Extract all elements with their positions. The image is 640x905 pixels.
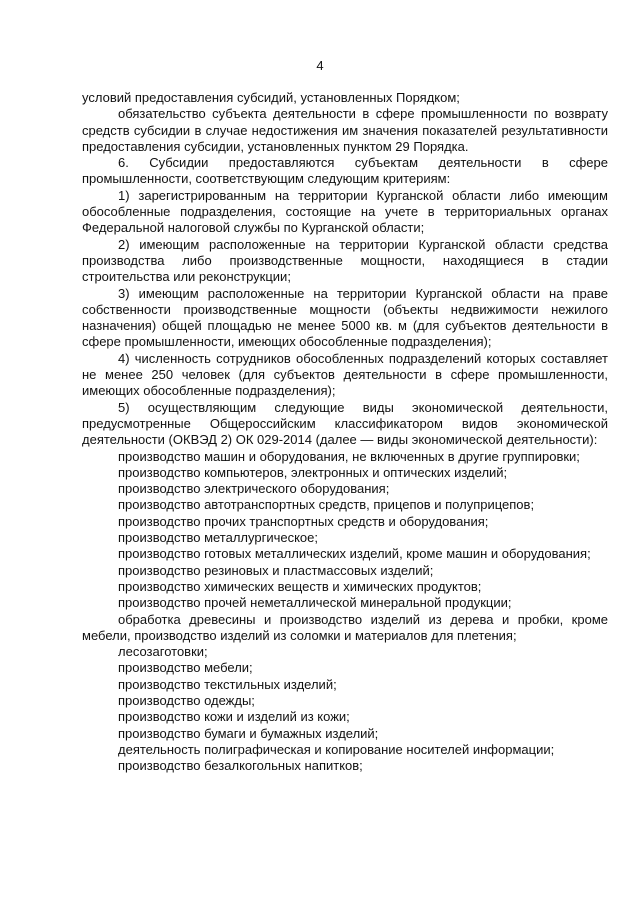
criterion-item: 4) численность сотрудников обособленных подразделений которых составляет не менее 250 человек (для субъектов деятельности в сфере промышленности, имеющих обособленные подразделения);: [82, 350, 608, 399]
activity-item: производство безалкогольных напитков;: [118, 758, 363, 774]
activity-item: производство готовых металлических изделий, кроме машин и оборудования;: [118, 546, 591, 562]
criterion-item: 1) зарегистрированным на территории Курганской области либо имеющим обособленные подразделения, состоящие на учете в территориальных органах Федеральной налоговой службы по Курганской области;: [82, 187, 608, 236]
activity-item: производство электрического оборудования;: [118, 481, 390, 497]
activity-item: производство прочей неметаллической минеральной продукции;: [118, 595, 512, 611]
activity-item: деятельность полиграфическая и копирование носителей информации;: [118, 741, 555, 757]
activity-item: производство автотранспортных средств, прицепов и полуприцепов;: [118, 497, 535, 513]
criterion-item: 2) имеющим расположенные на территории Курганской области средства производства либо производственные мощности, находящиеся в стадии строительства или реконструкции;: [82, 236, 608, 285]
activity-item: производство кожи и изделий из кожи;: [118, 709, 350, 725]
criterion-item: 5) осуществляющим следующие виды экономической деятельности, предусмотренные Общероссийским классификатором видов экономической деятельности (ОКВЭД 2) ОК 029-2014 (далее — виды экономической деятельности):: [82, 399, 608, 448]
activity-item: производство бумаги и бумажных изделий;: [118, 725, 379, 741]
page-number: 4: [316, 58, 324, 73]
paragraph: обязательство субъекта деятельности в сфере промышленности по возврату средств субсидии в случае недостижения им значения показателей результативности предоставления субсидии, установленных пунктом 29 Порядка.: [82, 106, 608, 154]
document-body: [82, 90, 608, 774]
activity-item: производство текстильных изделий;: [118, 676, 337, 692]
activity-item: производство резиновых и пластмассовых изделий;: [118, 562, 434, 578]
criterion-item: 3) имеющим расположенные на территории Курганской области на праве собственности производственные мощности (объекты недвижимости нежилого назначения) общей площадью не менее 5000 кв. м (для субъектов деятельности в сфере промышленности, имеющих обособленные подразделения);: [82, 285, 608, 350]
activity-item: лесозаготовки;: [118, 644, 208, 660]
activity-item: производство прочих транспортных средств и оборудования;: [118, 513, 489, 529]
paragraph: 6. Субсидии предоставляются субъектам деятельности в сфере промышленности, соответствующим следующим критериям:: [82, 155, 608, 187]
paragraph: условий предоставления субсидий, установленных Порядком;: [82, 90, 460, 105]
activity-item: производство химических веществ и химических продуктов;: [118, 578, 482, 594]
activity-item: производство компьютеров, электронных и оптических изделий;: [118, 464, 508, 480]
activity-item: производство мебели;: [118, 660, 253, 676]
activity-item: производство металлургическое;: [118, 530, 319, 546]
activity-item: производство одежды;: [118, 692, 255, 708]
activity-item: производство машин и оборудования, не включенных в другие группировки;: [118, 448, 580, 464]
activity-item: обработка древесины и производство изделий из дерева и пробки, кроме мебели, производство изделий из соломки и материалов для плетения;: [82, 611, 608, 643]
